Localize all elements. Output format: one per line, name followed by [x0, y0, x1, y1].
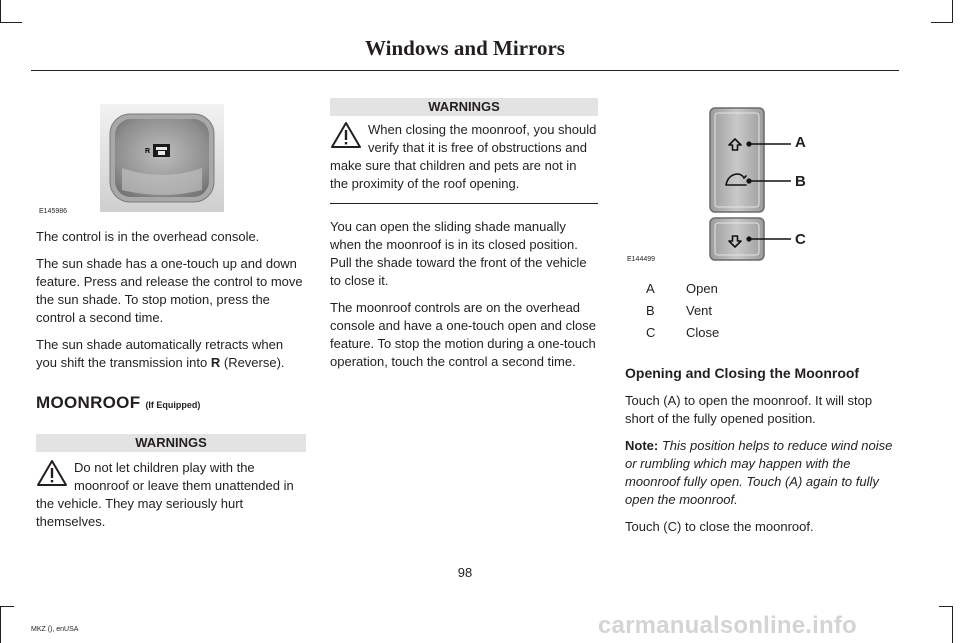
callout-label: B	[795, 173, 806, 190]
crop-mark	[952, 0, 953, 22]
middle-column	[330, 98, 598, 380]
paragraph: Touch (C) to close the moonroof.	[625, 519, 814, 534]
section-heading: MOONROOF (If Equipped)	[36, 393, 201, 412]
crop-mark	[0, 0, 1, 22]
crop-mark	[0, 606, 14, 607]
warnings-banner: WARNINGS	[330, 98, 598, 117]
moonroof-control-diagram	[706, 104, 826, 264]
paragraph: The sun shade has a one-touch up and down feature. Press and release the control to move the sun shade. To stop motion, press the control a second time.	[36, 256, 303, 325]
paragraph: The control is in the overhead console.	[36, 229, 260, 244]
subsection-heading: Opening and Closing the Moonroof	[625, 365, 860, 381]
left-column	[36, 228, 306, 531]
watermark: carmanualsonline.info	[598, 612, 857, 639]
header-divider	[31, 70, 899, 71]
right-column	[625, 278, 895, 545]
note-paragraph: Note: This position helps to reduce wind noise or rumbling which may happen with the moonroof fully open. Touch (A) again to fully open the moonroof.	[625, 438, 893, 507]
crop-mark	[0, 22, 22, 23]
page-number: 98	[457, 565, 473, 580]
callout-label: C	[795, 231, 806, 248]
crop-mark	[0, 606, 1, 643]
warning-block	[36, 453, 306, 531]
callout-label: A	[795, 134, 806, 151]
reverse-gear-label: R	[210, 355, 221, 370]
warning-text: When closing the moonroof, you should verify that it is free of obstructions and make sure that children and pets are not in the proximity of the roof opening.	[330, 122, 597, 191]
legend-row: A Open	[646, 281, 718, 296]
page-title: Windows and Mirrors	[365, 36, 565, 60]
legend-table	[625, 278, 895, 344]
warning-block	[330, 117, 598, 204]
figure-code: E145986	[39, 208, 68, 215]
paragraph: Touch (A) to open the moonroof. It will stop short of the fully opened position.	[625, 393, 873, 426]
paragraph: The sun shade automatically retracts when you shift the transmission into R (Reverse).	[36, 337, 285, 370]
document-code: MKZ (), enUSA	[31, 626, 79, 633]
sun-shade-control-illustration	[100, 104, 224, 212]
warnings-banner: WARNINGS	[36, 434, 306, 453]
svg-text:R: R	[145, 148, 151, 155]
warning-text: Do not let children play with the moonroof or leave them unattended in the vehicle. They may seriously hurt themselves.	[36, 460, 294, 529]
figure-code: E144499	[627, 256, 656, 263]
crop-mark	[952, 606, 953, 643]
warning-triangle-icon	[36, 459, 68, 487]
warning-triangle-icon	[330, 121, 362, 149]
paragraph: The moonroof controls are on the overhead console and have a one-touch open and close feature. To stop the motion during a one-touch operation, touch the control a second time.	[330, 300, 596, 369]
crop-mark	[931, 22, 953, 23]
paragraph: You can open the sliding shade manually when the moonroof is in its closed position. Pull the shade toward the front of the vehicle to close it.	[330, 219, 587, 288]
legend-row: B Vent	[646, 303, 713, 318]
crop-mark	[939, 606, 953, 607]
legend-row: C Close	[646, 325, 720, 340]
